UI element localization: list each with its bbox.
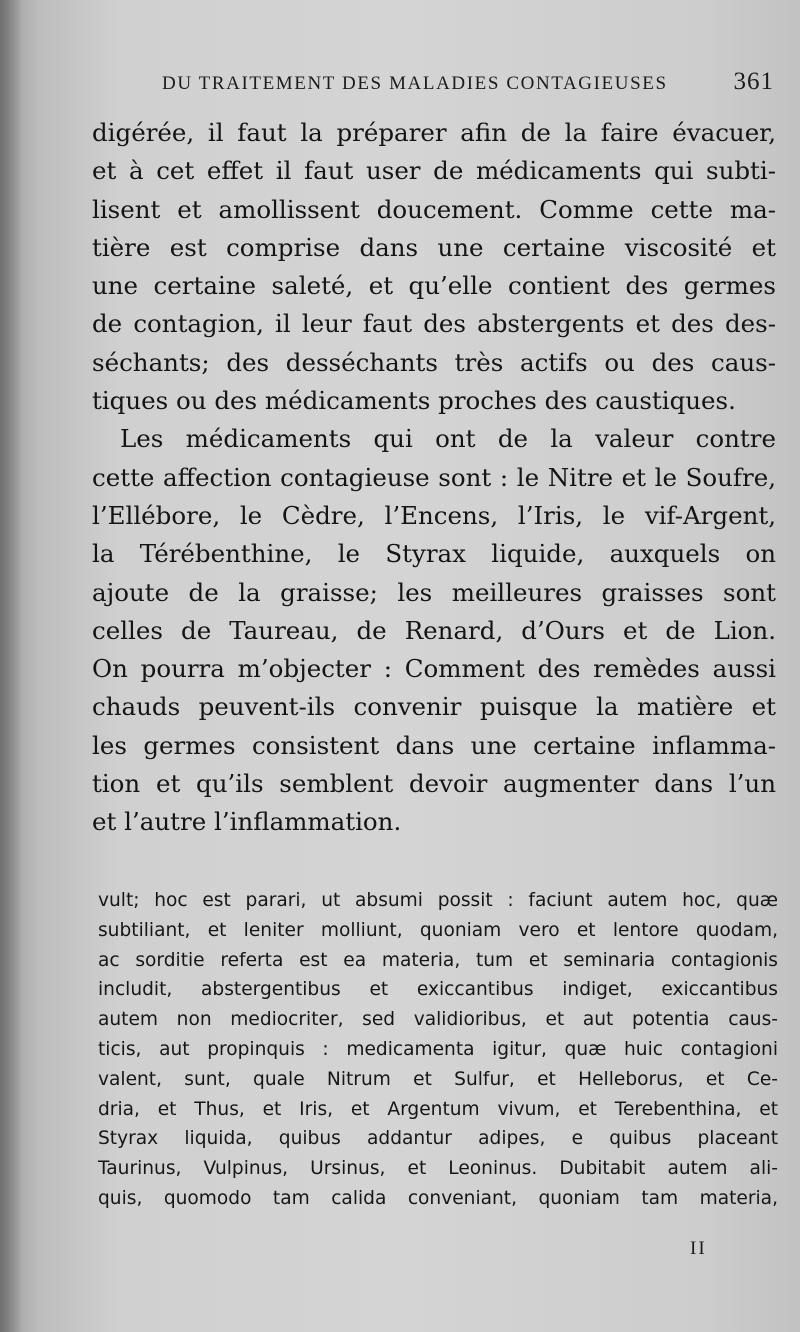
note-line: vult; hoc est parari, ut absumi possit : faciunt autem hoc, quæ bbox=[98, 890, 778, 911]
text-line: celles de Taureau, de Renard, d’Ours et de Lion. bbox=[92, 615, 776, 645]
note-line: quis, quomodo tam calida conveniant, quoniam tam materia, bbox=[98, 1187, 778, 1209]
text-line: chauds peuvent-ils convenir puisque la matière et bbox=[92, 692, 776, 722]
text-line: On pourra m’objecter : Comment des remèdes aussi bbox=[92, 654, 776, 684]
text-line: tiques ou des médicaments proches des caustiques. bbox=[92, 386, 736, 416]
text-line: lisent et amollissent doucement. Comme cette ma- bbox=[92, 194, 776, 224]
text-line: séchants; des desséchants très actifs ou des caus- bbox=[92, 347, 776, 377]
running-head bbox=[162, 68, 774, 102]
text-line: l’Ellébore, le Cèdre, l’Encens, l’Iris, le vif-Argent, bbox=[92, 500, 776, 530]
text-line: et l’autre l’inflammation. bbox=[92, 807, 402, 837]
text-line: les germes consistent dans une certaine inflamma- bbox=[92, 730, 776, 760]
text-line: cette affection contagieuse sont : le Nitre et le Soufre, bbox=[92, 462, 776, 492]
running-title: DU TRAITEMENT DES MALADIES CONTAGIEUSES bbox=[162, 73, 668, 94]
note-line: includit, abstergentibus et exiccantibus indiget, exiccantibus bbox=[98, 979, 778, 1001]
signature-mark: II bbox=[690, 1238, 707, 1259]
text-line: une certaine saleté, et qu’elle contient des germes bbox=[92, 271, 776, 301]
text-line: la Térébenthine, le Styrax liquide, auxquels on bbox=[92, 539, 776, 569]
text-line: tion et qu’ils semblent devoir augmenter dans l’un bbox=[92, 769, 776, 799]
latin-footnote bbox=[98, 886, 778, 1214]
note-line: ticis, aut propinquis : medicamenta igitur, quæ huic contagioni bbox=[98, 1038, 778, 1060]
note-line: Styrax liquida, quibus addantur adipes, e quibus placeant bbox=[98, 1128, 778, 1150]
text-line: Les médicaments qui ont de la valeur contre bbox=[120, 424, 776, 454]
page-number: 361 bbox=[733, 68, 774, 95]
note-line: valent, sunt, quale Nitrum et Sulfur, et Helleborus, et Ce- bbox=[98, 1068, 778, 1090]
text-line: et à cet effet il faut user de médicaments qui subti- bbox=[92, 156, 776, 186]
text-line: ajoute de la graisse; les meilleures graisses sont bbox=[92, 577, 776, 607]
note-line: autem non mediocriter, sed validioribus, et aut potentia caus- bbox=[98, 1009, 778, 1031]
text-line: de contagion, il leur faut des abstergents et des des- bbox=[92, 309, 776, 339]
binding-shadow bbox=[0, 0, 22, 1332]
text-line: digérée, il faut la préparer afin de la faire évacuer, bbox=[92, 118, 776, 147]
note-line: dria, et Thus, et Iris, et Argentum vivum, et Terebenthina, et bbox=[98, 1098, 778, 1120]
note-line: subtiliant, et leniter molliunt, quoniam vero et lentore quodam, bbox=[98, 919, 778, 941]
text-line: tière est comprise dans une certaine viscosité et bbox=[92, 232, 776, 262]
note-line: Taurinus, Vulpinus, Ursinus, et Leoninus. Dubitabit autem ali- bbox=[98, 1158, 778, 1180]
main-text bbox=[92, 114, 776, 842]
note-line: ac sorditie referta est ea materia, tum et seminaria contagionis bbox=[98, 949, 778, 971]
